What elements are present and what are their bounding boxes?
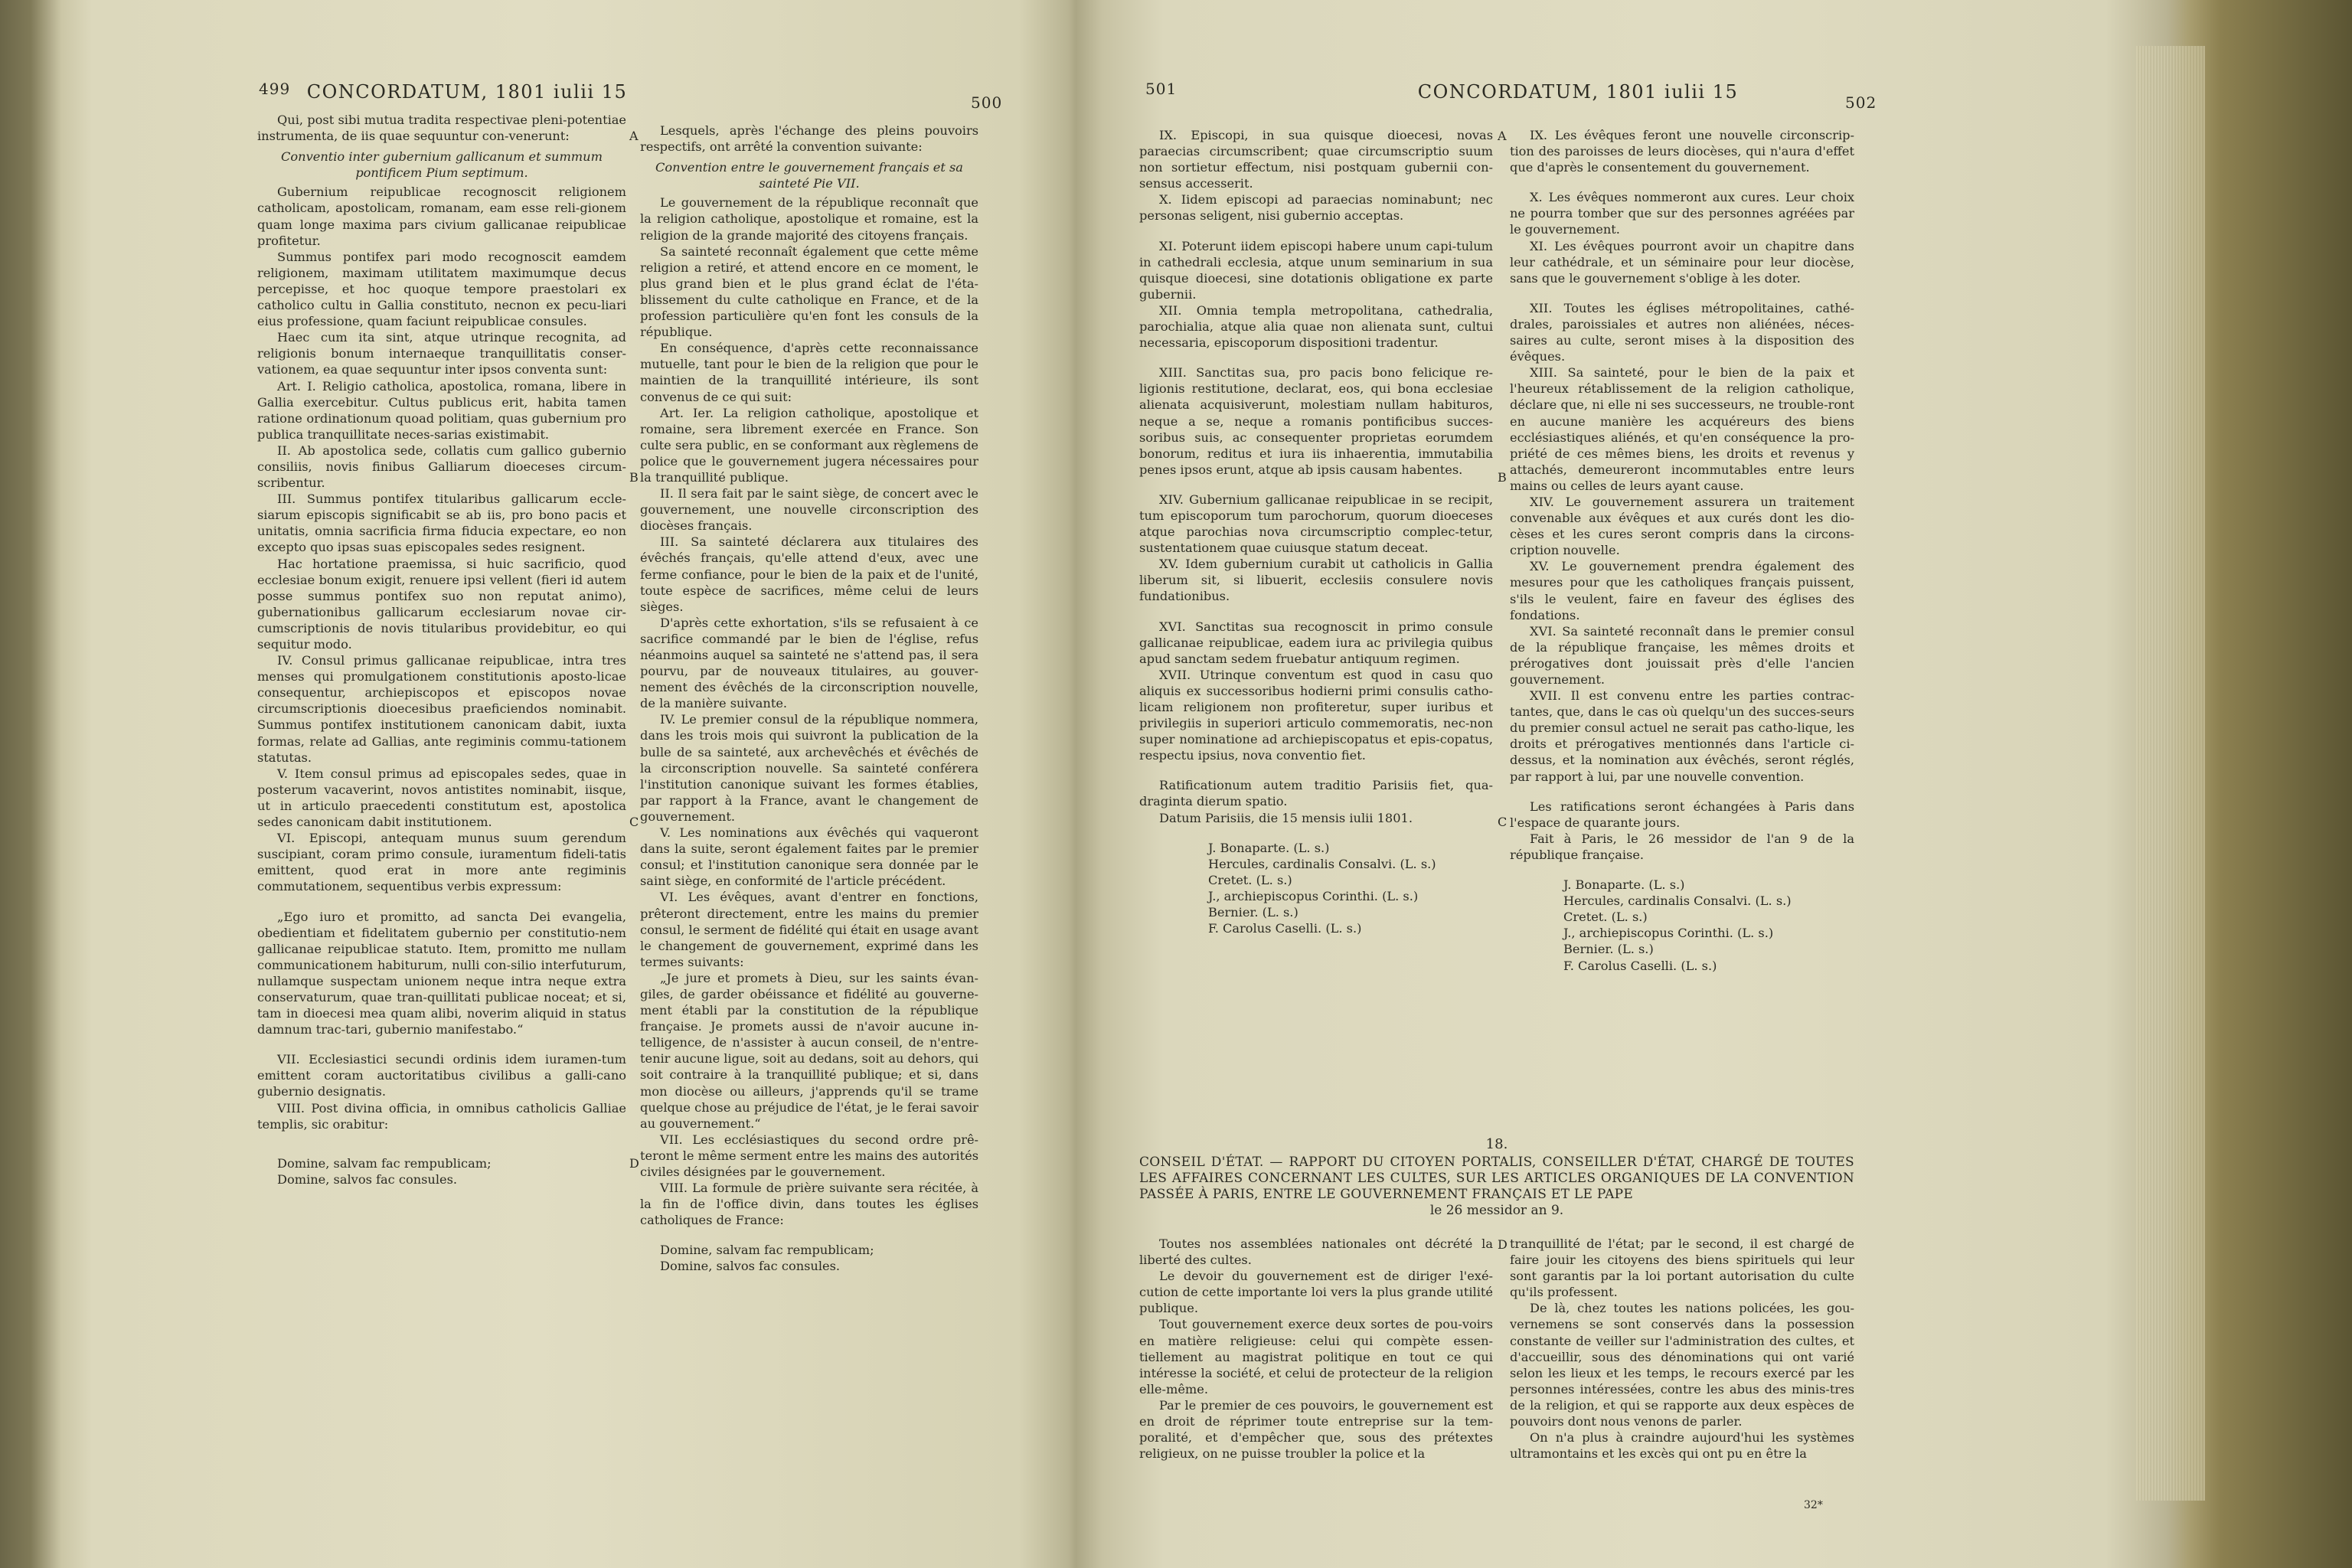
french-prayer: Domine, salvam fac rempublicam;: [660, 1243, 874, 1258]
page-number-499: 499: [259, 80, 291, 98]
section-title-text: CONSEIL D'ÉTAT. — RAPPORT DU CITOYEN PORTALIS, CONSEILLER D'ÉTAT, CHARGÉ DE TOUTES LES AFFAIRES CONCERNANT LES CULTES, SUR LES ARTICLES ORGANIQUES DE LA CONVENTION PASSÉE À PARIS, ENTRE LE GOUVERNEMENT FRANÇAIS ET LE PAPE: [1139, 1155, 1854, 1202]
french-para: V. Les nominations aux évêchés qui vaqueront dans la suite, seront également faites par le premier consul; et l'institution canonique sera donnée par le saint siège, en conformité de l'article précédent.: [640, 825, 978, 889]
signatory: Cretet. (L. s.): [1563, 910, 1648, 925]
french-para: XV. Le gouvernement prendra également des mesures pour que les catholiques français puissent, s'ils le veulent, faire en faveur des églises des fondations.: [1510, 559, 1854, 622]
latin-para: XIV. Gubernium gallicanae reipublicae in se recipit, tum episcoporum tum parochorum, quorum dioeceses atque parochias nova circumscriptio complec-tetur, sustentationem quae cuiusque statum deceat.: [1139, 492, 1493, 556]
latin-para: II. Ab apostolica sede, collatis cum gallico gubernio consiliis, novis finibus Galliarum dioeceses circum-scribentur.: [257, 443, 626, 491]
latin-para: Art. I. Religio catholica, apostolica, romana, libere in Gallia exercebitur. Cultus publicus erit, habita tamen ratione ordinationum quoad politiam, quas gubernium pro publica tranquillitate neces-sarias existimabit.: [257, 378, 626, 442]
french-para: Lesquels, après l'échange des pleins pouvoirs respectifs, ont arrêté la convention suivante:: [640, 123, 978, 155]
french-para: IX. Les évêques feront une nouvelle circonscrip-tion des paroisses de leurs diocèses, qui n'aura d'effet que d'après le consentement du gouvernement.: [1510, 128, 1854, 175]
latin-para: Qui, post sibi mutua tradita respectivae pleni-potentiae instrumenta, de iis quae sequuntur con-venerunt:: [257, 113, 626, 144]
report-column-left: [1139, 1236, 1493, 1462]
report-column-right: [1510, 1236, 1854, 1462]
french-para: XII. Toutes les églises métropolitaines, cathé-drales, paroissiales et autres non aliénées, néces-saires au culte, seront mises à la disposition des évêques.: [1510, 300, 1854, 364]
report-para: De là, chez toutes les nations policées, les gou-vernemens se sont conservés dans la possession constante de veiller sur l'administration des cultes, et d'accueillir, sous des dénominations qui ont varié selon les lieux et les temps, le recours exercé par les personnes intéressées, contre les abus des minis-tres de la religion, et qui se rapporte aux deux espèces de pouvoirs dont nous venons de parler.: [1510, 1301, 1854, 1429]
page-number-501: 501: [1145, 80, 1178, 98]
margin-mark-d: D: [629, 1156, 639, 1171]
latin-para: III. Summus pontifex titularibus gallicarum eccle-siarum episcopis significabit se ab iis, pro bono pacis et unitatis, omnia sacrificia firma fiducia expectare, eo non excepto quo ipsas suas episcopales sedes resignent.: [257, 492, 626, 555]
latin-prayer: Domine, salvos fac consules.: [277, 1171, 458, 1187]
signatory: J., archiepiscopus Corinthi. (L. s.): [1563, 926, 1774, 941]
signatory: Hercules, cardinalis Consalvi. (L. s.): [1208, 856, 1436, 871]
signatory: F. Carolus Caselli. (L. s.): [1208, 921, 1362, 936]
french-para: XIII. Sa sainteté, pour le bien de la paix et l'heureux rétablissement de la religion catholique, déclare que, ni elle ni ses successeurs, ne trouble-ront en aucune manière les acquéreurs des biens ecclésiastiques aliénés, et qu'en conséquence la pro-priété de ces mêmes biens, les droits et revenus y attachés, demeureront incommutables entre leurs mains ou celles de leurs ayant cause.: [1510, 365, 1854, 493]
margin-mark-c: C: [629, 815, 639, 829]
french-heading: Convention entre le gouvernement français et sa sainteté Pie VII.: [655, 160, 963, 191]
latin-para: Hac hortatione praemissa, si huic sacrificio, quod ecclesiae bonum exigit, renuere ipsi vellent (fieri id autem posse summus pontifex suo non reputat animo), gubernationibus gallicarum ecclesiarum novae cir-cumscriptionis de novis titularibus providebitur, eo qui sequitur modo.: [257, 556, 626, 652]
french-para: IV. Le premier consul de la république nommera, dans les trois mois qui suivront la publication de la bulle de sa sainteté, aux archevêchés et évêchés de la circonscription nouvelle. Sa sainteté conférera l'institution canonique suivant les formes établies, par rapport à la France, avant le changement de gouvernement.: [640, 712, 978, 824]
margin-mark-d: D: [1498, 1237, 1508, 1252]
running-title: CONCORDATUM, 1801 iulii 15: [1417, 81, 1739, 103]
section-date: le 26 messidor an 9.: [1429, 1203, 1564, 1218]
latin-para: XI. Poterunt iidem episcopi habere unum capi-tulum in cathedrali ecclesia, atque unum seminarium in sua quisque dioecesi, sine dotationis obligatione ex parte gubernii.: [1139, 238, 1493, 302]
latin-para: XVI. Sanctitas sua recognoscit in primo consule gallicanae reipublicae, eadem iura ac privilegia quibus apud sanctam sedem fruebatur antiquum regimen.: [1139, 619, 1493, 666]
french-para: Art. Ier. La religion catholique, apostolique et romaine, sera librement exercée en France. Son culte sera public, en se conformant aux règlemens de police que le gouvernement jugera nécessaires pour la tranquillité publique.: [640, 405, 978, 485]
signature-mark: 32*: [1804, 1499, 1823, 1511]
margin-mark-a: A: [629, 129, 639, 143]
french-para: III. Sa sainteté déclarera aux titulaires des évêchés français, qu'elle attend d'eux, avec une ferme confiance, pour le bien de la paix et de l'unité, toute espèce de sacrifices, même celui de leurs sièges.: [640, 534, 978, 614]
french-para: II. Il sera fait par le saint siège, de concert avec le gouvernement, une nouvelle circonscription des diocèses français.: [640, 486, 978, 534]
french-para: D'après cette exhortation, s'ils se refusaient à ce sacrifice commandé par le bien de l'église, refus néanmoins auquel sa sainteté ne s'attend pas, il sera pourvu, par de nouveaux titulaires, au gouver-nement des évêchés de la circonscription nouvelle, de la manière suivante.: [640, 615, 978, 711]
left-page-header: [0, 77, 1069, 112]
latin-date: Datum Parisiis, die 15 mensis iulii 1801.: [1159, 810, 1413, 825]
report-para: Par le premier de ces pouvoirs, le gouvernement est en droit de réprimer toute entreprise sur la tem-poralité, et d'empêcher que, sous des prétextes religieux, on ne puisse troubler la police et la: [1139, 1397, 1493, 1462]
latin-para: Haec cum ita sint, atque utrinque recognita, ad religionis bonum internaeque tranquillitatis conser-vationem, ea quae sequuntur inter ipsos conventa sunt:: [257, 330, 626, 377]
report-para: Le devoir du gouvernement est de diriger l'exé-cution de cette importante loi vers la plus grande utilité publique.: [1139, 1269, 1493, 1316]
french-date: Fait à Paris, le 26 messidor de l'an 9 de la république française.: [1510, 831, 1854, 862]
signatory: Bernier. (L. s.): [1208, 905, 1298, 920]
french-para: Le gouvernement de la république reconnaît que la religion catholique, apostolique et romaine, est la religion de la grande majorité des citoyens français.: [640, 195, 978, 243]
left-page: [0, 0, 1069, 1568]
section-number: 18.: [1485, 1136, 1508, 1152]
latin-para: XVII. Utrinque conventum est quod in casu quo aliquis ex successoribus hodierni primi consulis catho-licam religionem non profiteretur, super iuribus et privilegiis in superiori articulo commemoratis, nec-non super nominatione ad archiepiscopatus et epis-copatus, respectu ipsius, nova conventio fiet.: [1139, 667, 1493, 763]
signatory: J., archiepiscopus Corinthi. (L. s.): [1208, 888, 1419, 903]
french-oath: „Je jure et promets à Dieu, sur les saints évan-giles, de garder obéissance et fidélité au gouverne-ment établi par la constitution de la république française. Je promets aussi de n'avoir aucune in-telligence, de n'assister à aucun conseil, de n'entre-tenir aucune ligue, soit au dedans, soit au dehors, qui soit contraire à la tranquillité publique; et si, dans mon diocèse ou ailleurs, j'apprends qu'il se trame quelque chose au préjudice de l'état, je le ferai savoir au gouvernement.“: [640, 970, 978, 1131]
french-column-left: [640, 122, 978, 1275]
section-title: [1139, 1155, 1854, 1219]
signatory: Bernier. (L. s.): [1563, 942, 1654, 957]
french-para: XIV. Le gouvernement assurera un traitement convenable aux évêques et aux curés dont les dio-cèses et les cures seront compris dans la circons-cription nouvelle.: [1510, 494, 1854, 558]
french-para: XVII. Il est convenu entre les parties contrac-tantes, que, dans le cas où quelqu'un des succes-seurs du premier consul actuel ne serait pas catho-lique, les droits et prérogatives mentionnés dans l'article ci-dessus, et la nomination aux évêchés, seront réglés, par rapport à lui, par une nouvelle convention.: [1510, 688, 1854, 784]
signatory: F. Carolus Caselli. (L. s.): [1563, 958, 1717, 973]
signatory: Hercules, cardinalis Consalvi. (L. s.): [1563, 893, 1792, 909]
latin-para: VIII. Post divina officia, in omnibus catholicis Galliae templis, sic orabitur:: [257, 1100, 626, 1132]
french-para: VII. Les ecclésiastiques du second ordre prê-teront le même serment entre les mains des autorités civiles désignées par le gouvernement.: [640, 1132, 978, 1179]
latin-para: X. Iidem episcopi ad paraecias nominabunt; nec personas seligent, nisi gubernio acceptas.: [1139, 192, 1493, 224]
margin-mark-a: A: [1498, 129, 1507, 143]
latin-prayer: Domine, salvam fac rempublicam;: [277, 1155, 492, 1171]
latin-para: Summus pontifex pari modo recognoscit eamdem religionem, maximam utilitatem maximumque decus percepisse, et hoc quoque tempore praestolari ex catholico cultu in Gallia constituto, necnon ex pecu-liari eius professione, quam faciunt reipublicae consules.: [257, 249, 626, 329]
page-edges: [2136, 46, 2205, 1501]
latin-column-left: [257, 112, 626, 1187]
french-prayer: Domine, salvos fac consules.: [660, 1259, 841, 1274]
french-para: Les ratifications seront échangées à Paris dans l'espace de quarante jours.: [1510, 799, 1854, 830]
running-title: CONCORDATUM, 1801 iulii 15: [306, 81, 628, 103]
margin-mark-b: B: [629, 470, 639, 485]
report-para: tranquillité de l'état; par le second, il est chargé de faire jouir les citoyens des biens spirituels qui leur sont garantis par la loi portant autorisation du culte qu'ils professent.: [1510, 1236, 1854, 1300]
french-para: VIII. La formule de prière suivante sera récitée, à la fin de l'office divin, dans toutes les églises catholiques de France:: [640, 1181, 978, 1228]
right-page: [1069, 0, 2133, 1568]
french-para: XI. Les évêques pourront avoir un chapitre dans leur cathédrale, et un séminaire pour leur diocèse, sans que le gouvernement s'oblige à les doter.: [1510, 238, 1854, 286]
signatory: J. Bonaparte. (L. s.): [1208, 840, 1330, 855]
latin-para: Gubernium reipublicae recognoscit religionem catholicam, apostolicam, romanam, eam esse reli-gionem quam longe maxima pars civium gallicanae reipublicae profitetur.: [257, 185, 626, 248]
french-para: X. Les évêques nommeront aux cures. Leur choix ne pourra tomber que sur des personnes agréées par le gouvernement.: [1510, 190, 1854, 237]
latin-para: XII. Omnia templa metropolitana, cathedralia, parochialia, atque alia quae non alienata sunt, cultui necessaria, episcoporum dispositioni tradentur.: [1139, 302, 1493, 351]
french-para: XVI. Sa sainteté reconnaît dans le premier consul de la république française, les mêmes droits et prérogatives dont jouissait près d'elle l'ancien gouvernement.: [1510, 623, 1854, 687]
latin-para: IX. Episcopi, in sua quisque dioecesi, novas paraecias circumscribent; quae circumscriptio suum non sortietur effectum, nisi postquam gubernii con-sensus accesserit.: [1139, 128, 1493, 191]
latin-para: V. Item consul primus ad episcopales sedes, quae in posterum vacaverint, novos antistites nominabit, iisque, ut in articulo praecedenti constitutum est, apostolica sedes canonicam dabit institutionem.: [257, 766, 626, 830]
latin-para: Ratificationum autem traditio Parisiis fiet, qua-draginta dierum spatio.: [1139, 778, 1493, 809]
latin-para: XV. Idem gubernium curabit ut catholicis in Gallia liberum sit, si libuerit, ecclesiis consulere novis fundationibus.: [1139, 557, 1493, 604]
page-number-500: 500: [971, 93, 1003, 112]
page-number-502: 502: [1845, 93, 1877, 112]
latin-para: XIII. Sanctitas sua, pro pacis bono felicique re-ligionis restitutione, declarat, eos, qui bona ecclesiae alienata acquisiverunt, molestiam nullam habituros, neque a se, neque a romanis pontificibus succes-soribus suis, ac consequenter proprietas eorumdem bonorum, reditus et iura iis inhaerentia, immutabilia penes ipsos erunt, atque ab ipsis causam habentes.: [1139, 365, 1493, 477]
right-page-header: [1069, 77, 2133, 112]
latin-para: VII. Ecclesiastici secundi ordinis idem iuramen-tum emittent coram auctoritatibus civilibus a galli-cano gubernio designatis.: [257, 1052, 626, 1099]
signatory: J. Bonaparte. (L. s.): [1563, 877, 1685, 893]
french-para: Sa sainteté reconnaît également que cette même religion a retiré, et attend encore en ce moment, le plus grand bien et le plus grand éclat de l'éta-blissement du culte catholique en France, et de la profession particulière qu'en font les consuls de la république.: [640, 243, 978, 340]
french-column-right: [1510, 127, 1854, 974]
latin-oath: „Ego iuro et promitto, ad sancta Dei evangelia, obedientiam et fidelitatem gubernio per constitutio-nem gallicanae reipublicae statuto. Item, promitto me nullam communicationem habiturum, nulli con-silio interfuturum, nullamque suspectam unionem neque intra neque extra conservaturum, quae tran-quillitati publicae noceat; et si, tam in dioecesi mea quam alibi, noverim aliquid in status damnum trac-tari, gubernio manifestabo.“: [257, 909, 626, 1037]
latin-column-right: [1139, 127, 1493, 936]
margin-mark-b: B: [1498, 470, 1507, 485]
french-para: En conséquence, d'après cette reconnaissance mutuelle, tant pour le bien de la religion que pour le maintien de la tranquillité intérieure, ils sont convenus de ce qui suit:: [640, 341, 978, 404]
report-para: Toutes nos assemblées nationales ont décrété la liberté des cultes.: [1139, 1236, 1493, 1268]
latin-para: IV. Consul primus gallicanae reipublicae, intra tres menses qui promulgationem constitutionis aposto-licae consequentur, archiepiscopos et episcopos novae circumscriptionis dioecesibus praeficiendos nominabit. Summus pontifex institutionem canonicam dabit, iuxta formas, relate ad Gallias, ante regiminis commu-tationem statutas.: [257, 653, 626, 765]
report-para: On n'a plus à craindre aujourd'hui les systèmes ultramontains et les excès qui ont pu en être la: [1510, 1430, 1854, 1462]
french-para: VI. Les évêques, avant d'entrer en fonctions, prêteront directement, entre les mains du premier consul, le serment de fidélité qui était en usage avant le changement de gouvernement, exprimé dans les termes suivants:: [640, 890, 978, 969]
latin-para: VI. Episcopi, antequam munus suum gerendum suscipiant, coram primo consule, iuramentum fideli-tatis emittent, quod erat in more ante regiminis commutationem, sequentibus verbis expressum:: [257, 831, 626, 894]
signatory: Cretet. (L. s.): [1208, 872, 1292, 887]
margin-mark-c: C: [1498, 815, 1508, 829]
report-para: Tout gouvernement exerce deux sortes de pou-voirs en matière religieuse: celui qui compète essen-tiellement au magistrat politique en tout ce qui intéresse la société, et celui de protecteur de la religion elle-même.: [1139, 1317, 1493, 1396]
latin-heading: Conventio inter gubernium gallicanum et summum pontificem Pium septimum.: [281, 149, 603, 181]
